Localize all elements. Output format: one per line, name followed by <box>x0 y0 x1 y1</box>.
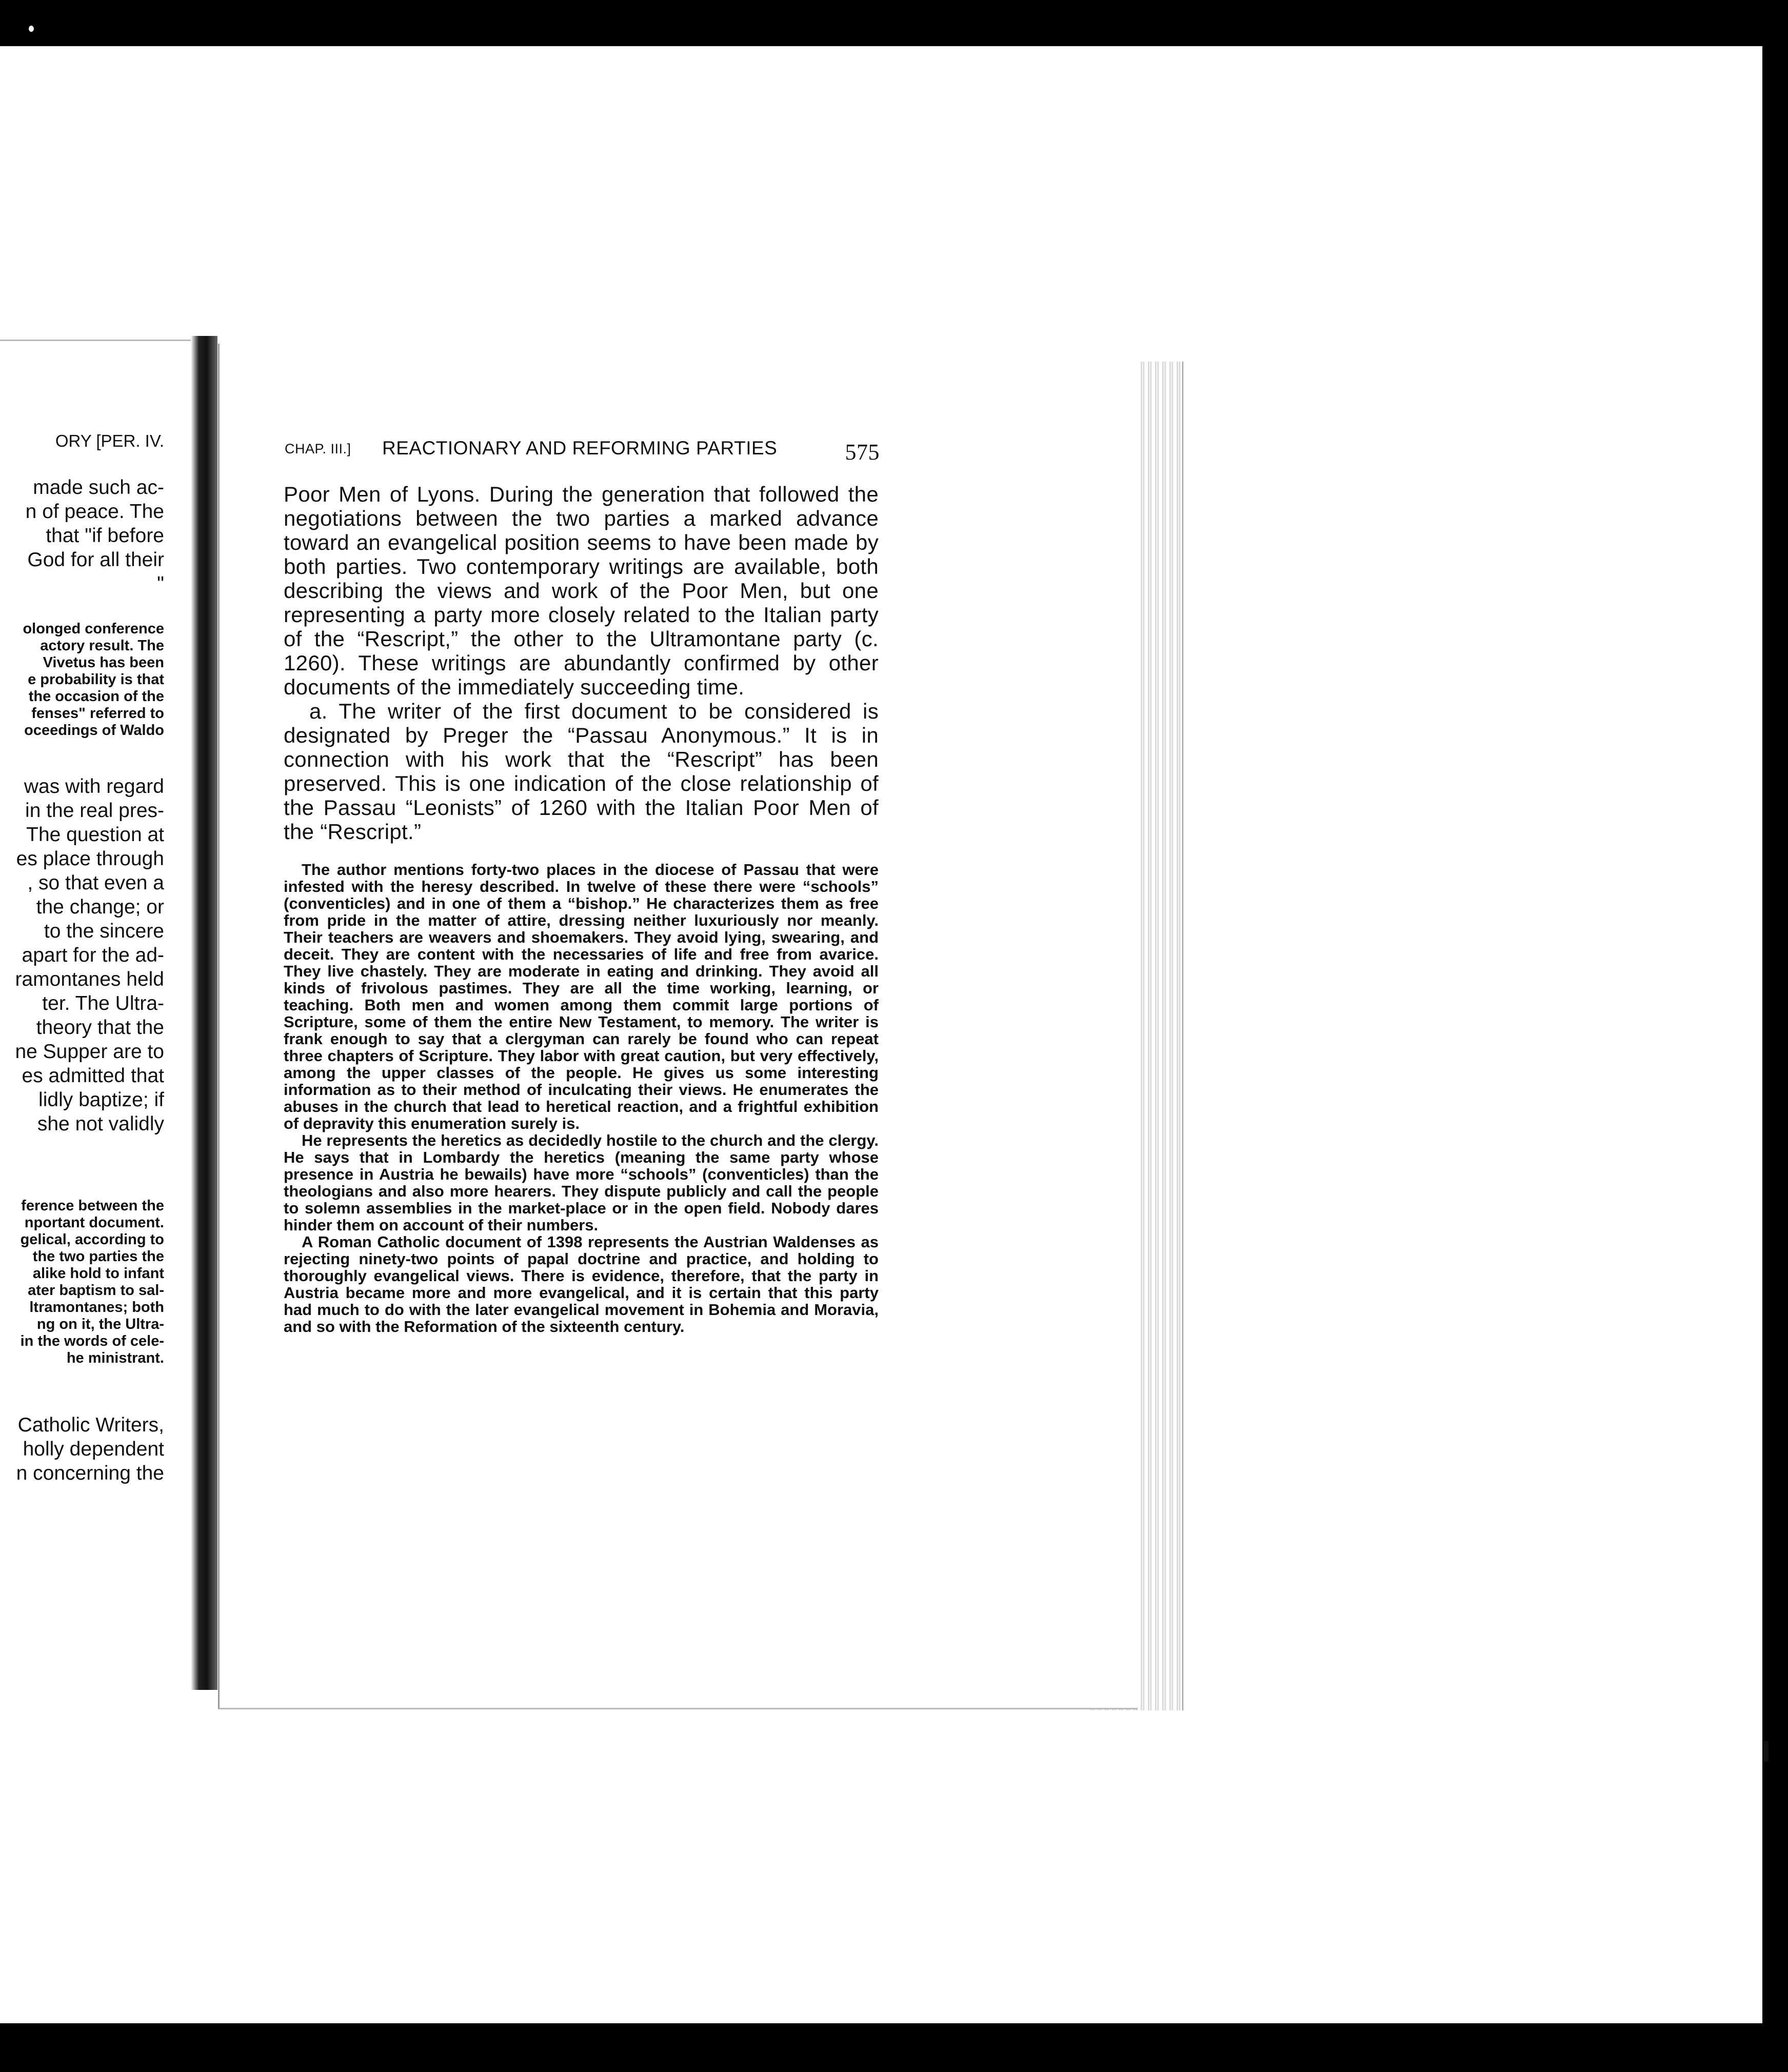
chapter-label: CHAP. III.] <box>285 441 351 456</box>
page-number: 575 <box>845 440 880 465</box>
scan-edge-mark <box>1763 1741 1769 1762</box>
left-body-middle: was with regard in the real pres- The question at es place through , so that even a the change; or to the sincere apart for the ad- ramontanes held ter. The Ultra- theory that the ne Supper are to es admitted that lidly baptize; if she not validly <box>15 775 164 1135</box>
paragraph-2: a. The writer of the first document to be considered is designated by Preger the “Passau Anonymous.” It is in connection with his work that the “Rescript” has been preserved. This is one indication of the close relationship of the Passau “Leonists” of 1260 with the Italian Poor Men of the “Rescript.” <box>284 699 879 844</box>
left-note-top: olonged conference actory result. The Vivetus has been e probability is that the occasion of the fenses" referred to oceedings of Waldo <box>23 621 164 739</box>
running-title: REACTIONARY AND REFORMING PARTIES <box>382 437 778 459</box>
left-page-header: ORY [PER. IV. <box>55 431 164 450</box>
small-paragraph-1: The author mentions forty-two places in the diocese of Passau that were infested with the heresy described. In twelve of these there were “schools” (conventicles) and in one of them a “bishop.” He characterizes them as free from pride in the matter of attire, dressing neither luxuriously nor meanly. Their teachers are weavers and shoemakers. They avoid lying, swearing, and deceit. They are content with the necessaries of life and free from avarice. They live chastely. They are moderate in eating and drinking. They avoid all kinds of frivolous pastimes. They are all the time working, learning, or teaching. Both men and women among them commit large portions of Scripture, some of them the entire New Testament, to memory. The writer is frank enough to say that a clergyman can rarely be found who can repeat three chapters of Scripture. They labor with great caution, but very effectively, among the upper classes of the people. He gives us some interesting information as to their method of inculcating their views. He enumerates the abuses in the church that lead to heretical reaction, and a frightful exhibition of depravity this enumeration surely is. <box>284 861 879 1132</box>
left-page <box>0 340 210 1690</box>
left-note-bottom: ference between the nportant document. gelical, according to the two parties the alike hold to infant ater baptism to sal- ltramontanes; both ng on it, the Ultra- in the words of cele- he ministrant. <box>20 1198 164 1366</box>
running-head <box>285 436 880 467</box>
small-paragraph-3: A Roman Catholic document of 1398 represents the Austrian Waldenses as rejecting ninety-two points of papal doctrine and practice, and holding to thoroughly evangelical views. There is evidence, therefore, that the party in Austria became more and more evangelical, and it is certain that this party had much to do with the later evangelical movement in Bohemia and Moravia, and so with the Reformation of the sixteenth century. <box>284 1233 879 1336</box>
small-paragraph-2: He represents the heretics as decidedly hostile to the church and the clergy. He says that in Lombardy the heretics (meaning the same party whose presence in Austria he bewails) have more “schools” (conventicles) than the theologians and also more hearers. They dispute publicly and call the people to solemn assemblies in the market-place or in the open field. Nobody dares hinder them on account of their numbers. <box>284 1131 879 1234</box>
scan-speck <box>29 26 34 32</box>
book-gutter <box>191 336 217 1690</box>
left-body-top: made such ac- n of peace. The that "if before God for all their " <box>25 476 164 595</box>
page-text <box>284 482 879 1335</box>
paragraph-1: Poor Men of Lyons. During the generation that followed the negotiations between the two parties a marked advance toward an evangelical position seems to have been made by both parties. Two contemporary writings are available, both describing the views and work of the Poor Men, but one representing a party more closely related to the Italian party of the “Rescript,” the other to the Ultramontane party (c. 1260). These writings are abundantly confirmed by other documents of the immediately succeeding time. <box>284 482 879 699</box>
left-body-bottom: Catholic Writers, holly dependent n concerning the <box>16 1414 164 1484</box>
small-print-block <box>284 861 879 1335</box>
